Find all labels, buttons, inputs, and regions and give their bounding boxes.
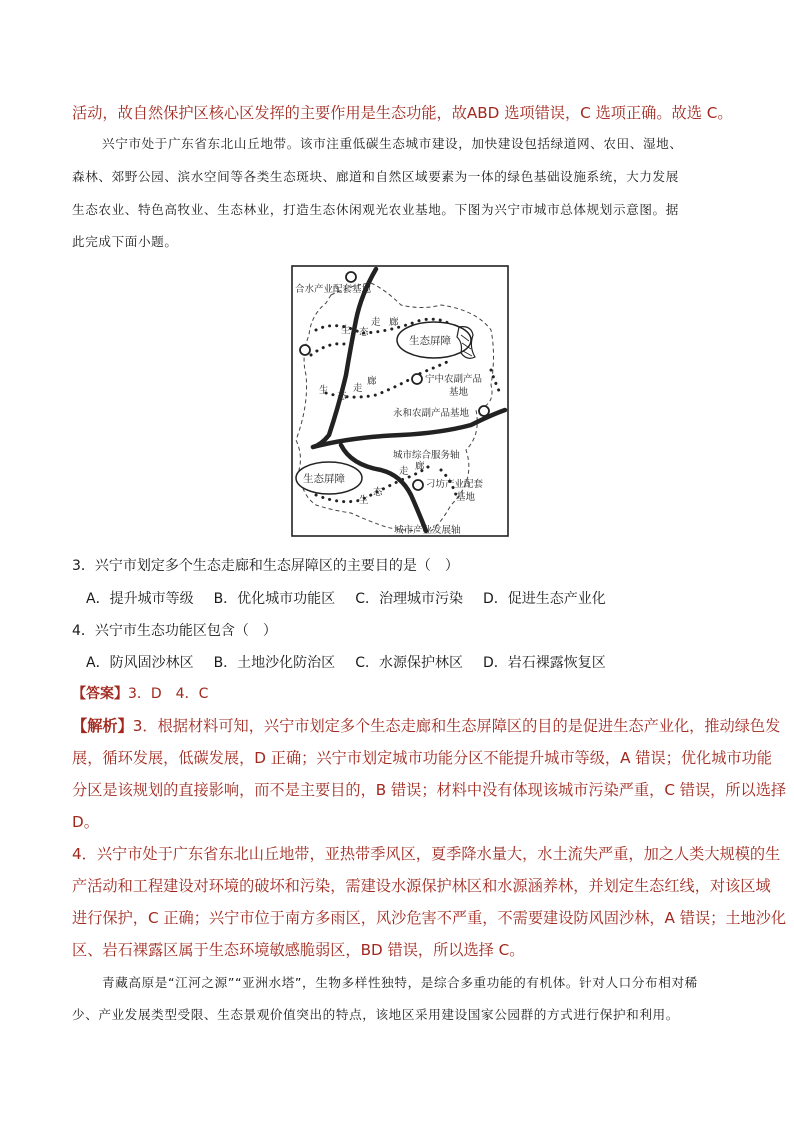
- previous-analysis-tail: 活动，故自然保护区核心区发挥的主要作用是生态功能，故ABD 选项错误，C 选项正确。故选 C。: [72, 104, 733, 122]
- yonghe-base-marker: [479, 406, 489, 416]
- corridor-char-sheng-1: 生: [341, 325, 351, 336]
- label-industry-axis: 城市产业发展轴: [394, 525, 461, 536]
- label-diaofang-1: 刁坊产业配套: [426, 479, 484, 490]
- q3-option-d[interactable]: D．促进生态产业化: [482, 591, 606, 607]
- corridor-char-lang-2: 廊: [367, 376, 377, 387]
- label-ningzhong-1: 宁中农副产品: [425, 374, 483, 385]
- west-base-marker: [300, 345, 310, 355]
- city-planning-map: [291, 265, 509, 537]
- answer-line: [72, 684, 724, 704]
- heshui-base-marker: [346, 272, 356, 282]
- intro-line-2: 森林、郊野公园、滨水空间等各类生态斑块、廊道和自然区域要素为一体的绿色基础设施系统，大力发展: [72, 169, 679, 184]
- corridor-char-tai-3: 态: [373, 487, 383, 498]
- label-barrier-north: 生态屏障: [409, 335, 451, 347]
- next-intro-line-2: 少、产业发展类型受限、生态景观价值突出的特点，该地区采用建设国家公园群的方式进行保护和利用。: [72, 1007, 679, 1022]
- analysis-4-line-2: 产活动和工程建设对环境的破坏和污染，需建设水源保护林区和水源涵养林，并划定生态红线，对该区域: [72, 877, 771, 895]
- label-service-axis: 城市综合服务轴: [393, 450, 460, 461]
- q4-option-b[interactable]: B．土地沙化防治区: [213, 655, 336, 671]
- analysis-3-line-1: [72, 716, 781, 736]
- q4-option-a[interactable]: A．防风固沙林区: [86, 655, 194, 671]
- corridor-char-lang-3: 廊: [415, 461, 425, 472]
- label-ningzhong-2: 基地: [449, 387, 469, 398]
- corridor-char-sheng-3: 生: [359, 495, 369, 506]
- intro-line-3: 生态农业、特色高牧业、生态林业，打造生态休闲观光农业基地。下图为兴宁市城市总体规划示意图。据: [72, 202, 679, 217]
- q4-option-c[interactable]: C．水源保护林区: [355, 655, 463, 671]
- q3-option-c[interactable]: C．治理城市污染: [355, 591, 463, 607]
- analysis-4-line-4: 区、岩石裸露区属于生态环境敏感脆弱区，BD 错误，所以选择 C。: [72, 941, 525, 959]
- answer-tag: 【答案】: [72, 686, 128, 702]
- map-frame: [292, 266, 508, 536]
- analysis-4-line-3: 进行保护，C 正确；兴宁市位于南方多雨区，风沙危害不严重，不需要建设防风固沙林，A 错误；土地沙化: [72, 909, 787, 927]
- intro-line-1: 兴宁市处于广东省东北山丘地带。该市注重低碳生态城市建设，加快建设包括绿道网、农田、湿地、: [102, 136, 683, 151]
- analysis-3-line-4: D。: [72, 813, 99, 831]
- analysis-3-line-2: 展，循环发展，低碳发展，D 正确；兴宁市划定城市功能分区不能提升城市等级，A 错误；优化城市功能: [72, 749, 772, 767]
- answer-text: 3．D 4．C: [128, 686, 209, 702]
- corridor-char-sheng-2: 生: [319, 385, 329, 396]
- corridor-char-lang-1: 廊: [389, 317, 399, 328]
- q4-option-d[interactable]: D．岩石裸露恢复区: [482, 655, 606, 671]
- q3-option-a[interactable]: A．提升城市等级: [86, 591, 194, 607]
- label-diaofang-2: 基地: [456, 492, 476, 503]
- corridor-char-zou-2: 走: [353, 383, 363, 394]
- corridor-char-zou-1: 走: [371, 317, 381, 328]
- question-3-options: [86, 589, 726, 609]
- analysis-3-text-1: 3．根据材料可知，兴宁市划定多个生态走廊和生态屏障区的目的是促进生态产业化，推动绿色发: [132, 717, 781, 735]
- corridor-char-tai-2: 态: [337, 391, 347, 402]
- question-4-options: [86, 653, 726, 673]
- label-yonghe: 永和农副产品基地: [393, 408, 470, 419]
- intro-line-4: 此完成下面小题。: [72, 234, 178, 249]
- analysis-4-line-1: 4．兴宁市处于广东省东北山丘地带，亚热带季风区，夏季降水量大，水土流失严重，加之人类大规模的生: [72, 845, 781, 863]
- corridor-char-tai-1: 态: [359, 327, 369, 338]
- question-4-stem: 4．兴宁市生态功能区包含（ ）: [72, 623, 277, 639]
- question-3-stem: 3．兴宁市划定多个生态走廊和生态屏障区的主要目的是（ ）: [72, 558, 459, 574]
- ningzhong-base-marker: [412, 374, 422, 384]
- analysis-tag: 【解析】: [72, 717, 133, 735]
- next-intro-line-1: 青藏高原是“江河之源”“亚洲水塔”，生物多样性独特，是综合多重功能的有机体。针对人口分布相对稀: [102, 975, 698, 990]
- analysis-3-line-3: 分区是该规划的直接影响，而不是主要目的，B 错误；材料中没有体现该城市污染严重，C 错误，所以选择: [72, 781, 787, 799]
- corridor-char-zou-3: 走: [399, 466, 409, 477]
- label-barrier-south: 生态屏障: [303, 473, 345, 485]
- diaofang-base-marker: [413, 480, 423, 490]
- q3-option-b[interactable]: B．优化城市功能区: [213, 591, 336, 607]
- label-heshui: 合水产业配套基地: [295, 284, 372, 295]
